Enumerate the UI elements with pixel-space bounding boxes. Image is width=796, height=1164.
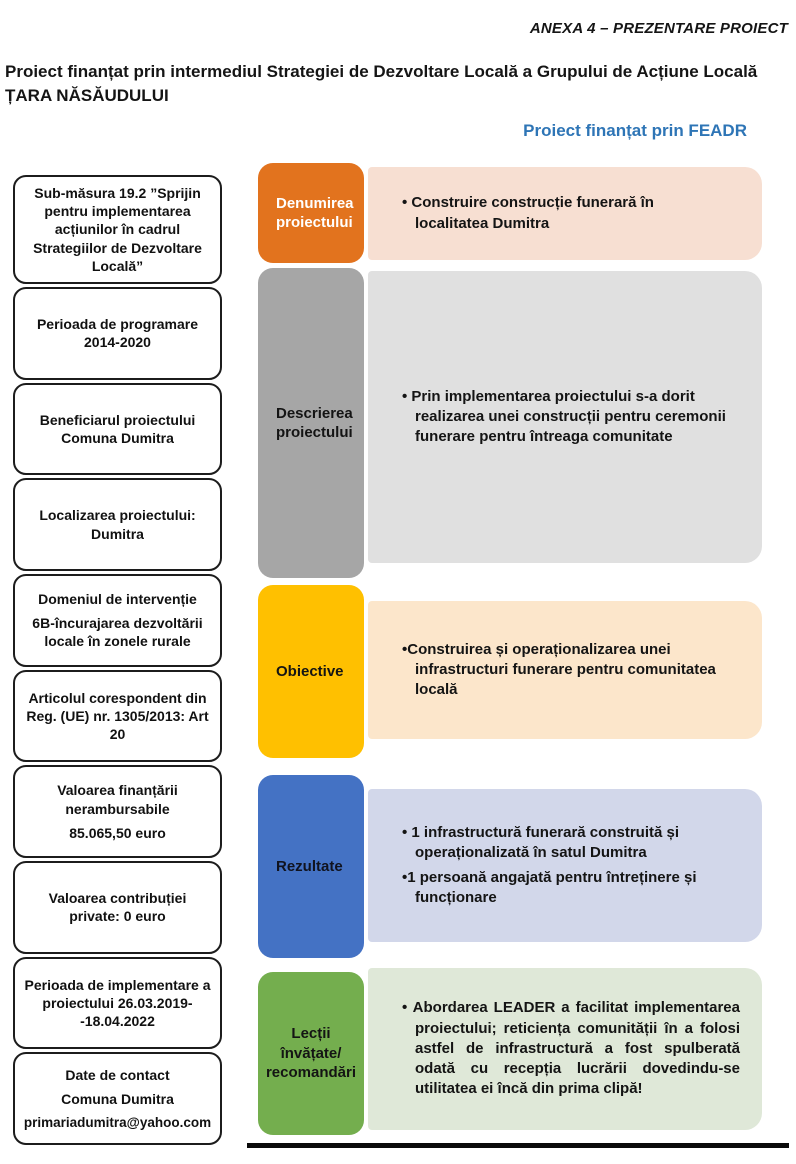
- label-denumirea-proiectului: [258, 163, 364, 263]
- content-denumirea-proiectului: [368, 167, 762, 260]
- box-intervention-domain: [13, 574, 222, 667]
- annex-title: ANEXA 4 – PREZENTARE PROIECT: [529, 20, 788, 37]
- label-descrierea-proiectului: [258, 268, 364, 578]
- grant-value-title: Valoarea finanțării nerambursabile: [57, 782, 178, 817]
- bottom-rule: [247, 1143, 789, 1148]
- label-denumirea-text: Denumirea proiectului: [276, 194, 354, 231]
- box-programming-period: [13, 287, 222, 380]
- location-text: Localizarea proiectului: Dumitra: [39, 507, 196, 542]
- submeasure-text: Sub-măsura 19.2 ”Sprijin pentru implementarea acțiunilor în cadrul Strategiilor de Dezvoltare Locală”: [33, 185, 202, 274]
- page-title: Proiect finanțat prin intermediul Strategiei de Dezvoltare Locală a Grupului de Acțiune Locală ȚARA NĂSĂUDULUI: [5, 62, 758, 106]
- box-article: [13, 670, 222, 763]
- content-lectii-invatate: [368, 968, 762, 1130]
- intervention-domain-text: 6B-încurajarea dezvoltării locale în zonele rurale: [32, 615, 203, 650]
- obiective-bullet: •Construirea și operaționalizarea unei infrastructuri funerare pentru comunitatea locală: [402, 640, 716, 699]
- rezultate-bullet-1: • 1 infrastructură funerară construită și operaționalizată în satul Dumitra: [402, 824, 679, 862]
- rezultate-bullet-2: •1 persoană angajată pentru întreținere și funcționare: [402, 868, 697, 906]
- denumirea-bullet: • Construire construcție funerară în localitatea Dumitra: [402, 194, 654, 232]
- lectii-bullet: • Abordarea LEADER a facilitat implementarea proiectului; reticiența comunității în a folosi astfel de infrastructură a fost spulberată odată cu recepția lucrării dovedindu-se utilitatea ei încă din prima clipă!: [402, 999, 740, 1098]
- box-beneficiary: [13, 383, 222, 476]
- funding-note: Proiect finanțat prin FEADR: [523, 121, 747, 140]
- label-obiective-text: Obiective: [276, 662, 344, 680]
- intervention-domain-title: Domeniul de intervenție: [38, 591, 197, 607]
- contact-title: Date de contact: [65, 1066, 170, 1083]
- label-obiective: [258, 585, 364, 758]
- box-location: [13, 478, 222, 571]
- label-lectii-invatate: [258, 972, 364, 1135]
- descrierea-bullet: • Prin implementarea proiectului s-a dorit realizarea unei construcții pentru ceremonii funerare pentru întreaga comunitate: [402, 387, 726, 446]
- label-rezultate-text: Rezultate: [276, 857, 343, 875]
- beneficiary-text: Beneficiarul proiectului Comuna Dumitra: [39, 411, 196, 446]
- label-rezultate: [258, 775, 364, 958]
- article-text: Articolul corespondent din Reg. (UE) nr. 1305/2013: Art 20: [26, 689, 209, 743]
- implementation-period-text: Perioada de implementare a proiectului 26.03.2019--18.04.2022: [24, 976, 211, 1030]
- grant-value-amount: 85.065,50 euro: [69, 824, 166, 841]
- content-obiective: [368, 601, 762, 739]
- box-contact: [13, 1052, 222, 1145]
- programming-period-text: Perioada de programare 2014-2020: [36, 316, 199, 351]
- private-contribution-text: Valoarea contribuției private: 0 euro: [48, 890, 187, 925]
- box-submeasure: [13, 175, 222, 284]
- label-descrierea-text: Descrierea proiectului: [276, 404, 353, 441]
- content-descrierea-proiectului: [368, 271, 762, 563]
- project-info-column: [13, 175, 222, 1145]
- contact-email: primariadumitra@yahoo.com: [23, 1115, 212, 1131]
- box-implementation-period: [13, 957, 222, 1050]
- contact-name: Comuna Dumitra: [61, 1090, 174, 1107]
- box-grant-value: [13, 765, 222, 858]
- label-lectii-text: Lecții învățate/ recomandări: [265, 1025, 357, 1082]
- content-rezultate: [368, 789, 762, 942]
- box-private-contribution: [13, 861, 222, 954]
